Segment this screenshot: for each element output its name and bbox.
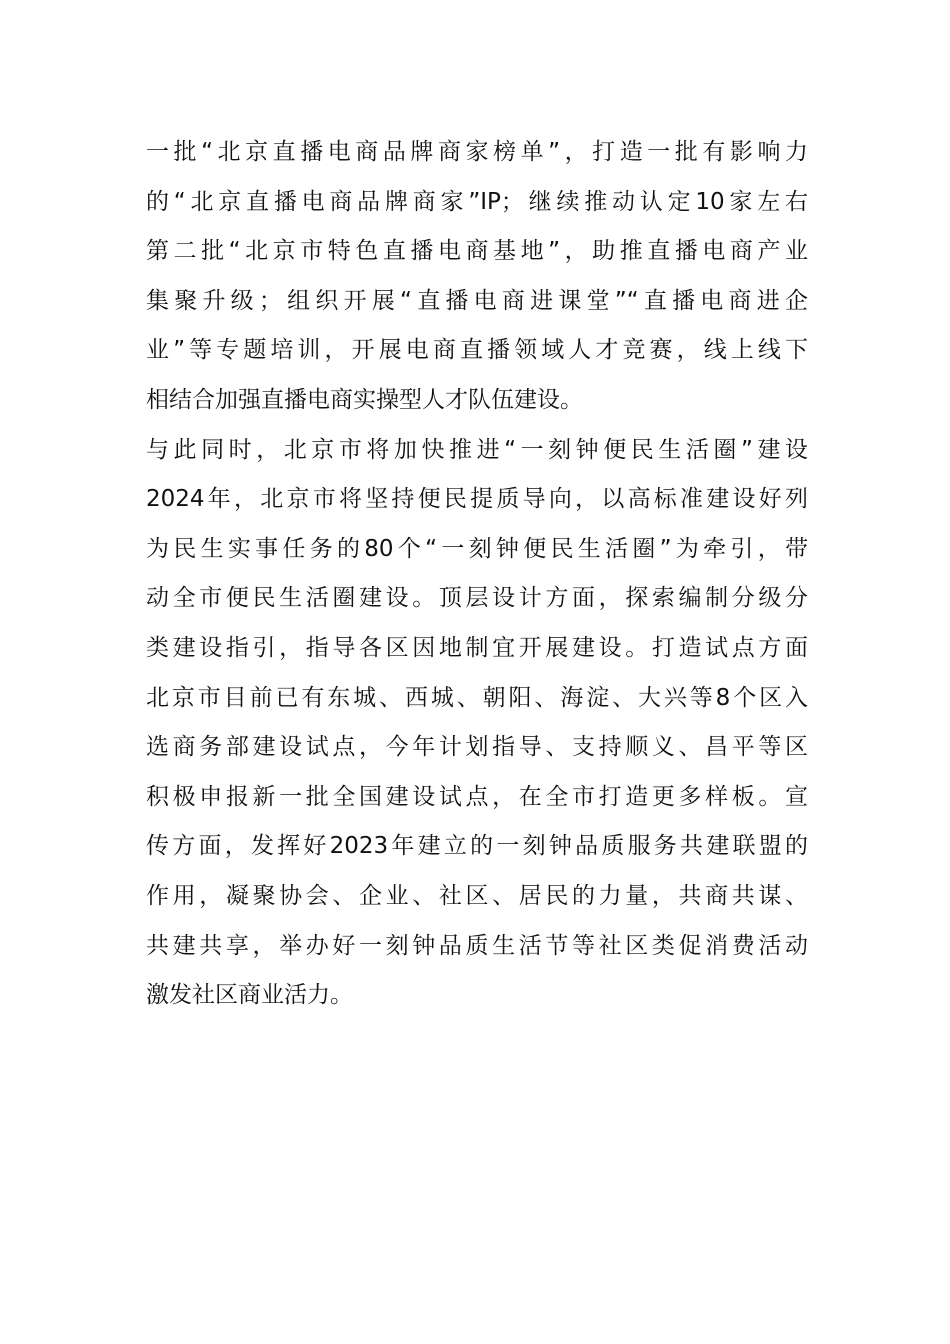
text-line: 业”等专题培训，开展电商直播领域人才竞赛，线上线下 [146,337,808,364]
text-line: 激发社区商业活力。 [146,982,353,1009]
text-line: 集聚升级；组织开展“直播电商进课堂”“直播电商进企 [146,287,808,314]
paragraph-community-circle [146,426,808,1021]
text-line: 选商务部建设试点，今年计划指导、支持顺义、昌平等区 [146,734,808,761]
text-line: 一批“北京直播电商品牌商家榜单”，打造一批有影响力 [146,139,808,165]
text-line: 第二批“北京市特色直播电商基地”，助推直播电商产业 [146,238,808,265]
text-line: 作用，凝聚协会、企业、社区、居民的力量，共商共谋、 [146,882,808,909]
text-line: 的“北京直播电商品牌商家”IP；继续推动认定10家左右 [146,188,808,215]
document-body [146,128,808,1021]
text-line: 积极申报新一批全国建设试点，在全市打造更多样板。宣 [146,783,808,810]
text-line: 类建设指引，指导各区因地制宜开展建设。打造试点方面 [146,634,808,661]
text-line: 北京市目前已有东城、西城、朝阳、海淀、大兴等8个区入 [146,684,808,711]
paragraph-livestream [146,128,808,426]
text-line: 为民生实事任务的80个“一刻钟便民生活圈”为牵引，带 [146,535,808,562]
text-line: 2024年，北京市将坚持便民提质导向，以高标准建设好列 [146,486,808,513]
text-line: 相结合加强直播电商实操型人才队伍建设。 [146,386,583,413]
text-line: 与此同时，北京市将加快推进“一刻钟便民生活圈”建设 [146,436,808,463]
text-line: 传方面，发挥好2023年建立的一刻钟品质服务共建联盟的 [146,833,808,860]
text-line: 动全市便民生活圈建设。顶层设计方面，探索编制分级分 [146,585,808,612]
text-line: 共建共享，举办好一刻钟品质生活节等社区类促消费活动 [146,932,808,959]
